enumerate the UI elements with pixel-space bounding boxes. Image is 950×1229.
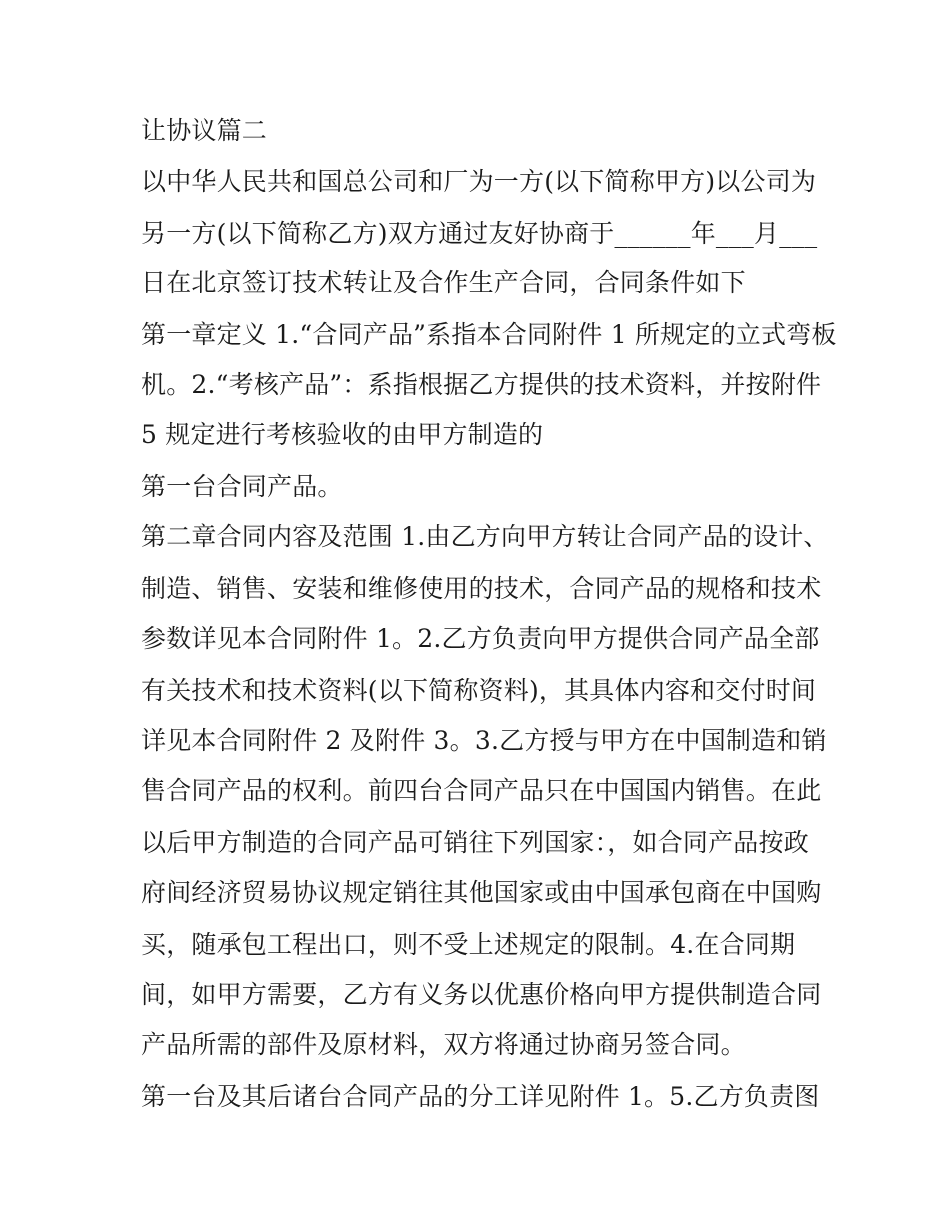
text-line: 参数详见本合同附件 1。2.乙方负责向甲方提供合同产品全部 bbox=[141, 624, 820, 653]
text-line: 详见本合同附件 2 及附件 3。3.乙方授与甲方在中国制造和销 bbox=[141, 726, 827, 755]
text-line: 产品所需的部件及原材料，双方将通过协商另签合同。 bbox=[141, 1030, 746, 1059]
text-line: 有关技术和技术资料(以下简称资料)，其具体内容和交付时间 bbox=[141, 676, 817, 705]
text-line: 日在北京签订技术转让及合作生产合同，合同条件如下 bbox=[141, 268, 746, 297]
text-line: 第一章定义 1.“合同产品”系指本合同附件 1 所规定的立式弯板 bbox=[141, 320, 837, 349]
text-line: 制造、销售、安装和维修使用的技术，合同产品的规格和技术 bbox=[141, 574, 822, 603]
text-line: 机。2.“考核产品”：系指根据乙方提供的技术资料，并按附件 bbox=[141, 370, 822, 399]
text-line: 买，随承包工程出口，则不受上述规定的限制。4.在合同期 bbox=[141, 930, 796, 959]
text-line: 府间经济贸易协议规定销往其他国家或由中国承包商在中国购 bbox=[141, 878, 822, 907]
text-line: 另一方(以下简称乙方)双方通过友好协商于______年___月___ bbox=[141, 219, 818, 248]
text-line: 间，如甲方需要，乙方有义务以优惠价格向甲方提供制造合同 bbox=[141, 980, 822, 1009]
text-line: 5 规定进行考核验收的由甲方制造的 bbox=[141, 420, 544, 449]
text-line: 以中华人民共和国总公司和厂为一方(以下简称甲方)以公司为 bbox=[141, 167, 817, 196]
text-line: 第一台及其后诸台合同产品的分工详见附件 1。5.乙方负责图 bbox=[141, 1082, 820, 1111]
doc-title: 让协议篇二 bbox=[141, 116, 268, 145]
text-line: 第一台合同产品。 bbox=[141, 472, 343, 501]
text-line: 售合同产品的权利。前四台合同产品只在中国国内销售。在此 bbox=[141, 776, 822, 805]
text-line: 第二章合同内容及范围 1.由乙方向甲方转让合同产品的设计、 bbox=[141, 522, 829, 551]
text-line: 以后甲方制造的合同产品可销往下列国家：，如合同产品按政 bbox=[141, 828, 809, 857]
